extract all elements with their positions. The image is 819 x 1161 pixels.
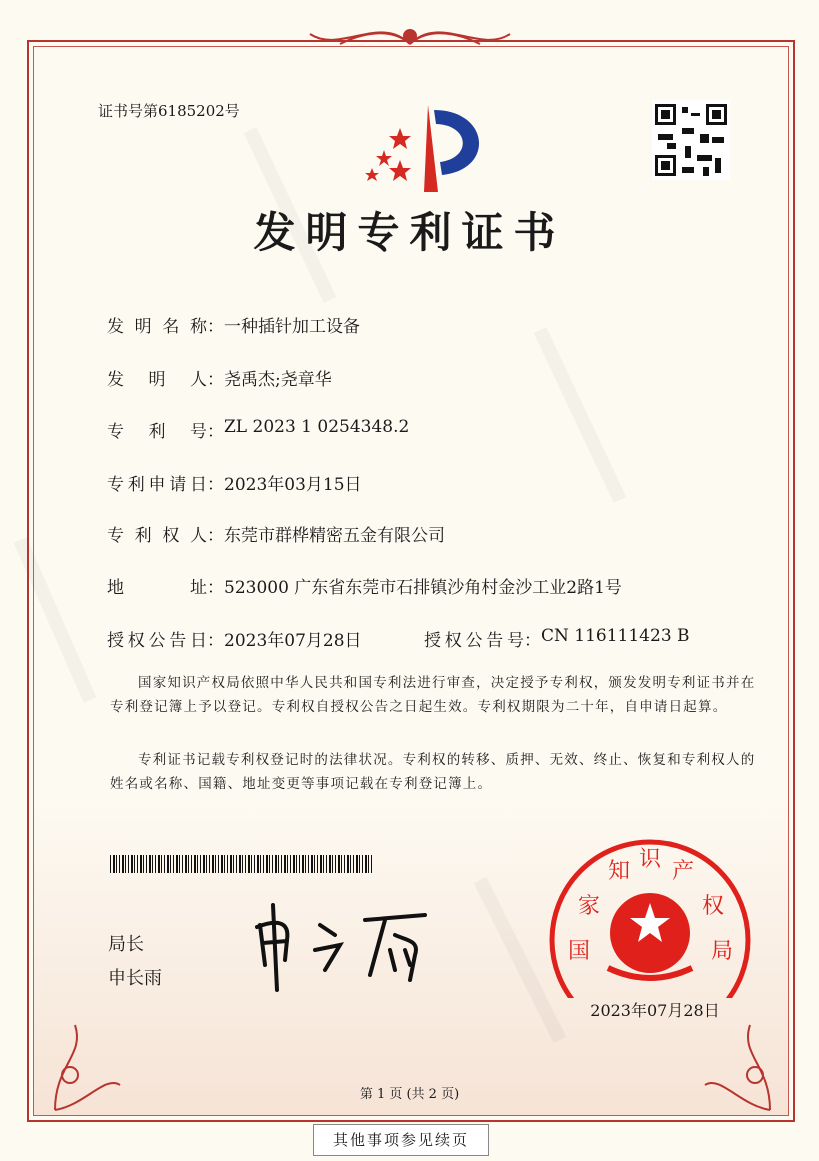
field-value: ZL 2023 1 0254348.2 (224, 417, 410, 437)
top-ornament (300, 14, 520, 58)
colon: ： (207, 475, 224, 495)
field-value: CN 116111423 B (541, 626, 690, 646)
field-value: 2023年03月15日 (224, 475, 362, 495)
svg-text:权: 权 (702, 894, 725, 919)
field-invention-name (107, 312, 360, 337)
field-value: 一种插针加工设备 (224, 317, 360, 337)
field-label: 发明名称 (107, 317, 207, 337)
field-label: 专利权人 (107, 526, 207, 546)
field-inventor (107, 365, 332, 390)
field-label: 专利号 (107, 422, 207, 442)
official-seal (548, 838, 752, 998)
field-label: 专利申请日 (107, 475, 207, 495)
field-value: 523000 广东省东莞市石排镇沙角村金沙工业2路1号 (224, 578, 622, 598)
continuation-note: 其他事项参见续页 (313, 1124, 489, 1156)
field-value: 尧禹杰;尧章华 (224, 370, 332, 390)
svg-text:国: 国 (568, 939, 591, 964)
page-title: 发明专利证书 (253, 208, 566, 257)
colon: ： (207, 578, 224, 598)
barcode (110, 855, 372, 873)
field-grant-number (424, 626, 690, 651)
colon: ： (207, 422, 224, 442)
signature (245, 895, 445, 995)
signatory-title: 局长 (108, 934, 144, 955)
field-label: 授权公告号 (424, 631, 524, 651)
colon: ： (524, 631, 541, 651)
field-label: 发明人 (107, 370, 207, 390)
svg-text:知: 知 (608, 859, 631, 884)
field-value: 东莞市群桦精密五金有限公司 (224, 526, 445, 546)
colon: ： (207, 631, 224, 651)
statement-paragraph: 国家知识产权局依照中华人民共和国专利法进行审查，决定授予专利权，颁发发明专利证书并在专利登记簿上予以登记。专利权自授权公告之日起生效。专利权期限为二十年，自申请日起算。 (110, 675, 756, 715)
colon: ： (207, 526, 224, 546)
svg-text:家: 家 (578, 894, 601, 919)
colon: ： (207, 370, 224, 390)
svg-text:产: 产 (672, 859, 695, 884)
qr-code (652, 100, 730, 180)
field-application-date (107, 470, 362, 495)
page-indicator: 第 1 页 (共 2 页) (359, 1087, 460, 1102)
field-patentee (107, 521, 445, 546)
field-grant-date (107, 626, 362, 651)
field-patent-number (107, 417, 409, 442)
certificate-number: 证书号第6185202号 (98, 102, 240, 120)
svg-text:局: 局 (711, 939, 734, 964)
cnipa-logo (360, 100, 490, 195)
statement-paragraph: 专利证书记载专利权登记时的法律状况。专利权的转移、质押、无效、终止、恢复和专利权人的姓名或名称、国籍、地址变更等事项记载在专利登记簿上。 (110, 752, 756, 792)
field-label: 地址 (107, 578, 207, 598)
field-address (107, 573, 622, 598)
seal-date: 2023年07月28日 (590, 1001, 720, 1020)
signatory-name: 申长雨 (108, 968, 162, 989)
colon: ： (207, 317, 224, 337)
field-value: 2023年07月28日 (224, 631, 362, 651)
svg-text:识: 识 (639, 847, 662, 872)
field-label: 授权公告日 (107, 631, 207, 651)
